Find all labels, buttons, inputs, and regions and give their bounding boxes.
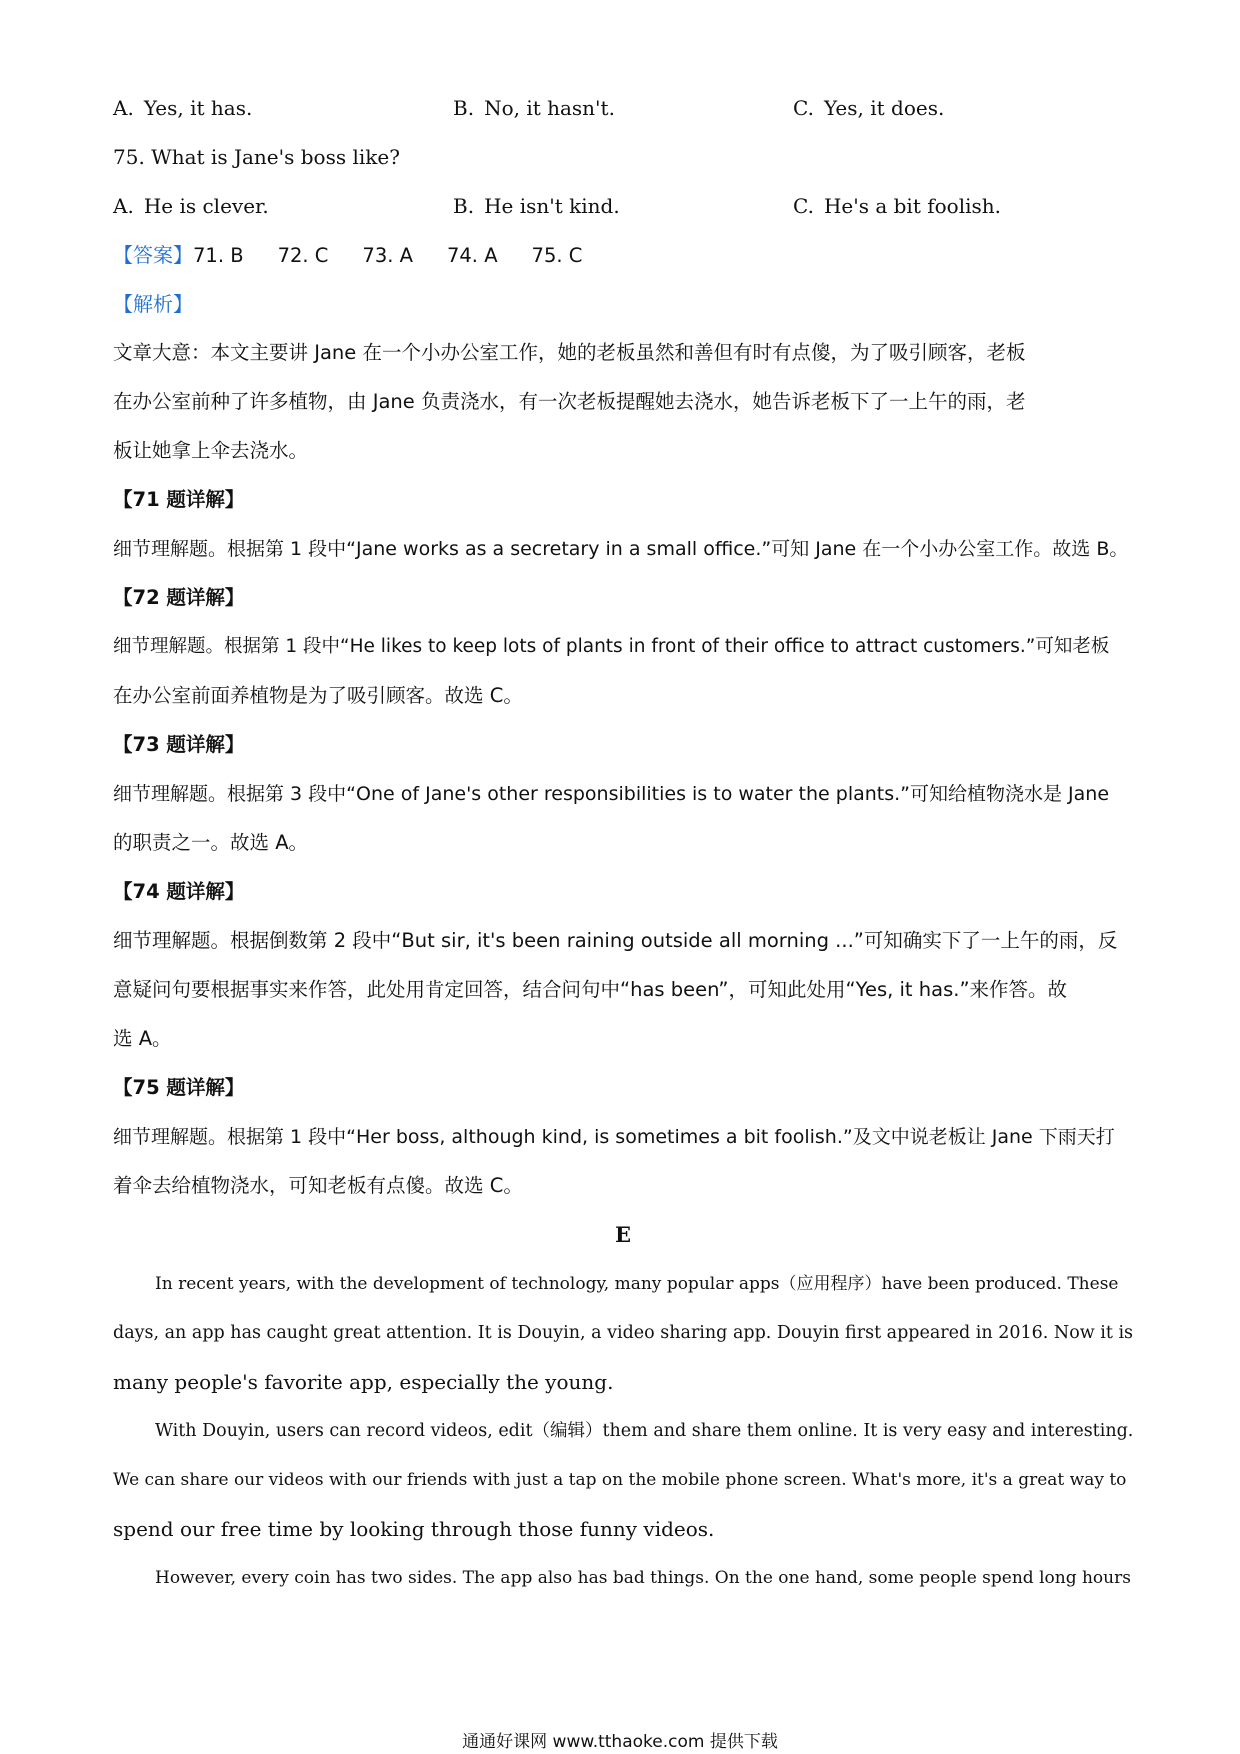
answer-item: 73. A (362, 244, 413, 267)
section-title: E (614, 1222, 631, 1247)
answer-item: 72. C (277, 244, 329, 267)
answer-tag: 【答案】 (113, 243, 193, 267)
detail-73-heading: 【73 题详解】 (113, 733, 245, 756)
passage-line: days, an app has caught great attention. It is Douyin, a video sharing app. Douyin first appeared in 2016. Now it is (113, 1323, 1134, 1343)
analysis-tag: 【解析】 (113, 292, 193, 316)
detail-72-heading: 【72 题详解】 (113, 586, 245, 609)
detail-73-line: 的职责之一。故选 A。 (113, 831, 309, 854)
q74-option-b: B. No, it hasn't. (453, 96, 615, 120)
q75-option-c: C. He's a bit foolish. (793, 194, 1002, 218)
q75-question: 75. What is Jane's boss like? (113, 145, 400, 169)
q75-option-b: B. He isn't kind. (453, 194, 620, 218)
detail-75-line: 着伞去给植物浇水，可知老板有点傻。故选 C。 (113, 1174, 523, 1197)
q75-option-a: A. He is clever. (113, 194, 269, 218)
detail-71-heading: 【71 题详解】 (113, 488, 245, 511)
summary-line: 在办公室前种了许多植物，由 Jane 负责浇水，有一次老板提醒她去浇水，她告诉老板下了一上午的雨，老 (113, 390, 1026, 413)
answer-key (113, 239, 1133, 272)
q74-option-c: C. Yes, it does. (793, 96, 945, 120)
answer-item: 75. C (531, 244, 583, 267)
detail-74-line: 选 A。 (113, 1027, 172, 1050)
passage-line: spend our free time by looking through those funny videos. (113, 1517, 715, 1541)
detail-73-line: 细节理解题。根据第 3 段中“One of Jane's other responsibilities is to water the plants.”可知给植物浇水是 Jane (113, 783, 1110, 805)
answer-item: 74. A (446, 244, 498, 267)
summary-line: 文章大意：本文主要讲 Jane 在一个小办公室工作，她的老板虽然和善但有时有点傻，为了吸引顾客，老板 (113, 341, 1026, 364)
passage-line: With Douyin, users can record videos, edit（编辑）them and share them online. It is very easy and interesting. (155, 1421, 1134, 1441)
detail-74-line: 意疑问句要根据事实来作答，此处用肯定回答，结合问句中“has been”，可知此处用“Yes, it has.”来作答。故 (113, 978, 1068, 1001)
passage-line: However, every coin has two sides. The app also has bad things. On the one hand, some people spend long hours (155, 1568, 1131, 1588)
detail-71-line: 细节理解题。根据第 1 段中“Jane works as a secretary in a small office.”可知 Jane 在一个小办公室工作。故选 B。 (113, 538, 1129, 560)
passage-line: In recent years, with the development of technology, many popular apps（应用程序）have been produced. These (155, 1274, 1119, 1294)
detail-74-heading: 【74 题详解】 (113, 880, 245, 903)
detail-74-line: 细节理解题。根据倒数第 2 段中“But sir, it's been raining outside all morning ...”可知确实下了一上午的雨，反 (113, 929, 1118, 952)
detail-75-heading: 【75 题详解】 (113, 1076, 245, 1099)
answer-item: 71. B (193, 244, 244, 267)
passage-line: We can share our videos with our friends with just a tap on the mobile phone screen. What's more, it's a great way to (113, 1470, 1127, 1490)
passage-line: many people's favorite app, especially the young. (113, 1370, 614, 1394)
summary-line: 板让她拿上伞去浇水。 (113, 439, 309, 462)
detail-72-line: 在办公室前面养植物是为了吸引顾客。故选 C。 (113, 684, 523, 707)
q74-option-a: A. Yes, it has. (113, 96, 253, 120)
detail-72-line: 细节理解题。根据第 1 段中“He likes to keep lots of plants in front of their office to attract customers.”可知老板 (113, 636, 1110, 657)
footer-watermark: 通通好课网 www.tthaoke.com 提供下载 (462, 1732, 778, 1752)
detail-75-line: 细节理解题。根据第 1 段中“Her boss, although kind, is sometimes a bit foolish.”及文中说老板让 Jane 下雨天打 (113, 1126, 1115, 1148)
